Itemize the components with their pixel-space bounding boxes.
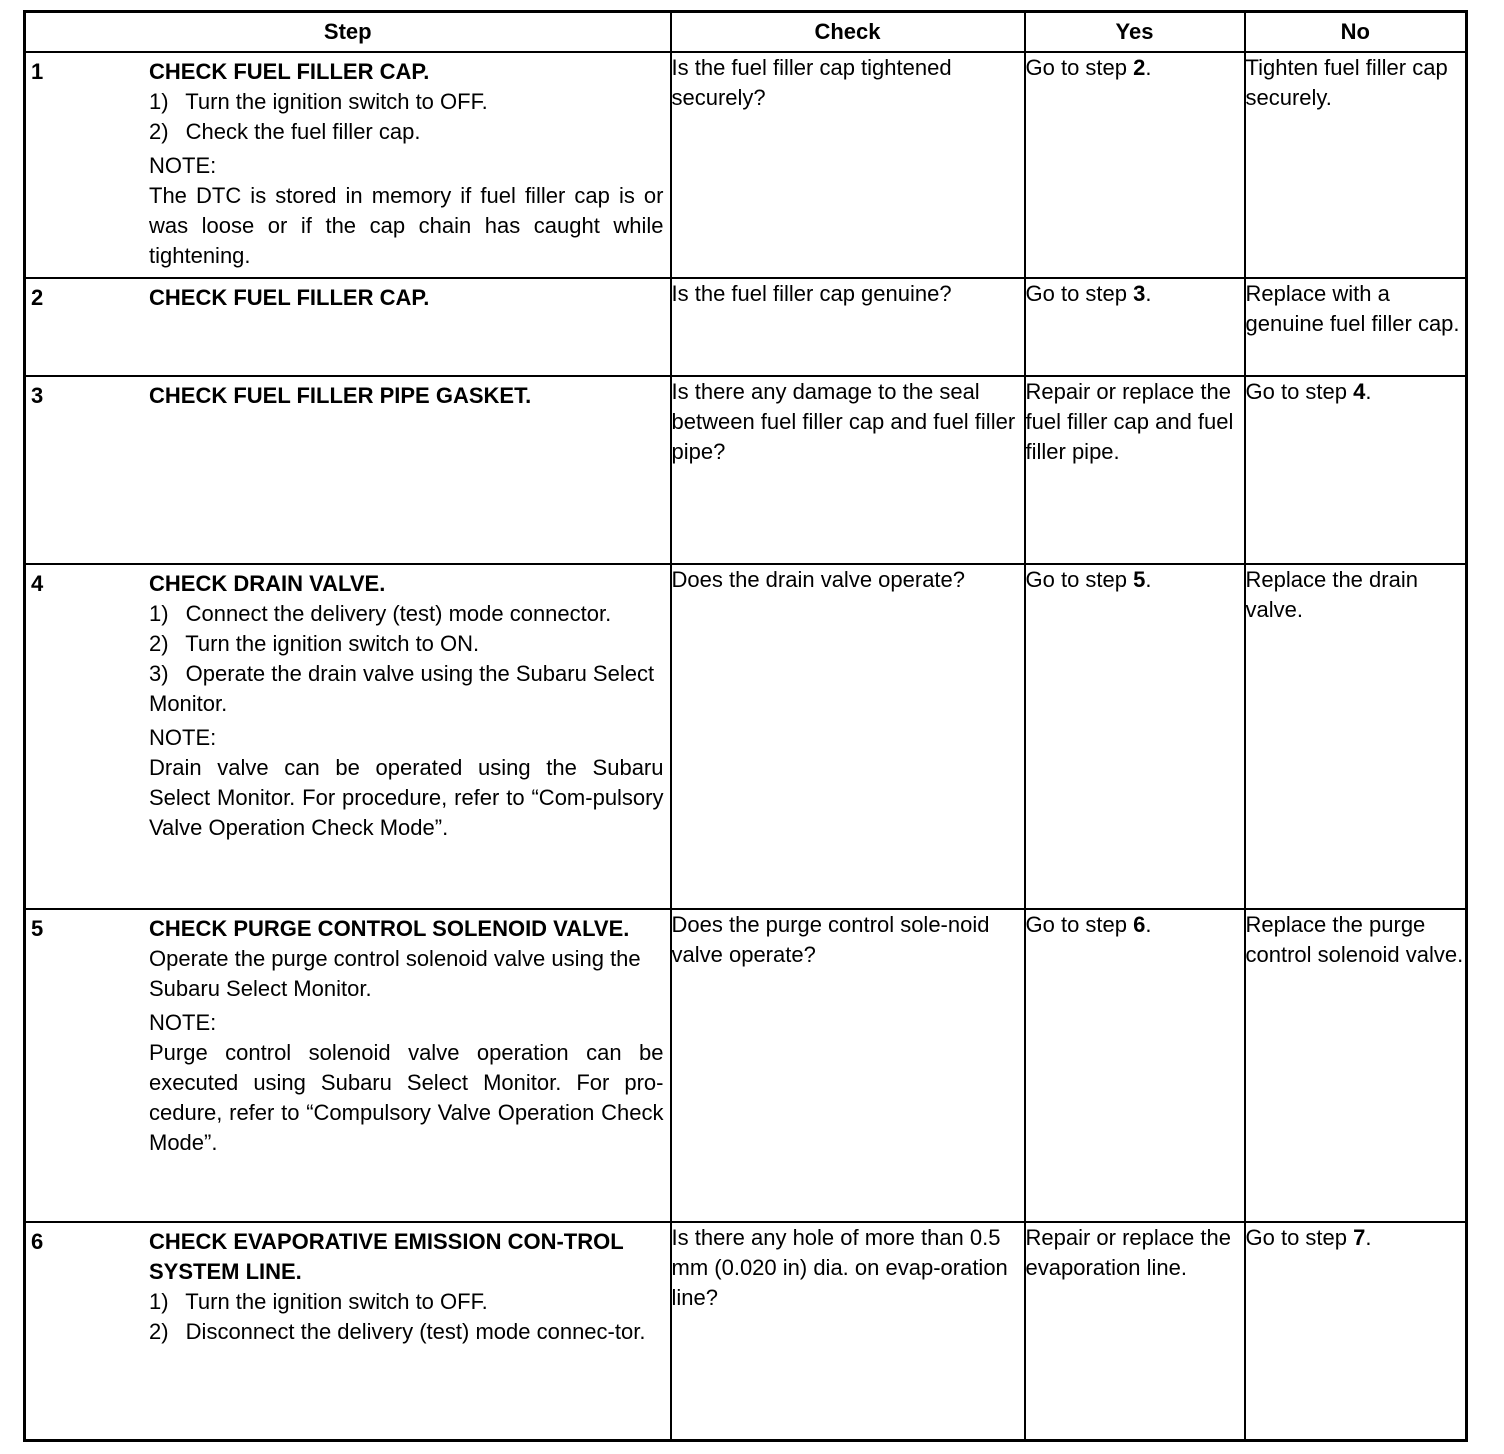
yes-cell: Repair or replace the evaporation line. — [1025, 1222, 1245, 1440]
step-number: 6 — [31, 1229, 44, 1254]
no-cell: Tighten fuel filler cap securely. — [1245, 52, 1467, 278]
table-row — [25, 376, 1467, 564]
yes-step-ref: 6 — [1133, 912, 1146, 937]
header-yes: Yes — [1025, 12, 1245, 53]
yes-end: . — [1145, 281, 1152, 306]
yes-cell — [1025, 909, 1245, 1222]
step-cell — [25, 376, 671, 564]
step-substep: 1) Turn the ignition switch to OFF. — [149, 1289, 488, 1314]
step-title: CHECK FUEL FILLER CAP. — [149, 285, 430, 310]
step-number: 1 — [31, 59, 44, 84]
table-row — [25, 909, 1467, 1222]
yes-cell: Repair or replace the fuel filler cap and fuel filler pipe. — [1025, 376, 1245, 564]
step-title: CHECK EVAPORATIVE EMISSION CON-TROL SYSTEM LINE. — [149, 1229, 624, 1284]
no-cell: Replace with a genuine fuel filler cap. — [1245, 278, 1467, 376]
note-label: NOTE: — [149, 725, 217, 750]
step-substep: 2) Check the fuel filler cap. — [149, 119, 421, 144]
step-cell — [25, 564, 671, 909]
yes-text: Go to step — [1025, 281, 1134, 306]
step-cell — [25, 1222, 671, 1440]
no-step-ref: 4 — [1353, 379, 1366, 404]
step-cell — [25, 278, 671, 376]
note-text: Drain valve can be operated using the Subaru Select Monitor. For procedure, refer to “Com-pulsory Valve Operation Check Mode”. — [149, 755, 664, 840]
header-no: No — [1245, 12, 1467, 53]
header-row — [25, 12, 1467, 53]
yes-step-ref: 2 — [1133, 55, 1146, 80]
no-cell — [1245, 376, 1467, 564]
step-cell — [25, 909, 671, 1222]
note-label: NOTE: — [149, 1010, 217, 1035]
header-check: Check — [671, 12, 1025, 53]
yes-cell — [1025, 564, 1245, 909]
step-substep: 2) Disconnect the delivery (test) mode connec-tor. — [149, 1319, 646, 1344]
no-cell — [1245, 1222, 1467, 1440]
diagnostic-table — [23, 10, 1468, 1442]
header-step: Step — [25, 12, 671, 53]
no-end: . — [1365, 1225, 1372, 1250]
step-title: CHECK DRAIN VALVE. — [149, 571, 386, 596]
no-cell: Replace the drain valve. — [1245, 564, 1467, 909]
step-number: 4 — [31, 571, 44, 596]
check-cell: Does the drain valve operate? — [671, 564, 1025, 909]
step-cell — [25, 52, 671, 278]
note-text: Purge control solenoid valve operation can be executed using Subaru Select Monitor. For pro-cedure, refer to “Compulsory Valve Operation Check Mode”. — [149, 1040, 664, 1155]
yes-cell — [1025, 278, 1245, 376]
step-number: 5 — [31, 916, 44, 941]
table-row — [25, 564, 1467, 909]
yes-step-ref: 5 — [1133, 567, 1146, 592]
step-substep: 1) Turn the ignition switch to OFF. — [149, 89, 488, 114]
no-step-ref: 7 — [1353, 1225, 1366, 1250]
check-cell: Is there any hole of more than 0.5 mm (0.020 in) dia. on evap-oration line? — [671, 1222, 1025, 1440]
yes-text: Go to step — [1025, 567, 1134, 592]
no-end: . — [1365, 379, 1372, 404]
check-cell: Is the fuel filler cap genuine? — [671, 278, 1025, 376]
yes-text: Go to step — [1025, 912, 1134, 937]
step-substep: 2) Turn the ignition switch to ON. — [149, 631, 480, 656]
yes-end: . — [1145, 912, 1152, 937]
yes-step-ref: 3 — [1133, 281, 1146, 306]
step-substep: 3) Operate the drain valve using the Subaru Select Monitor. — [149, 661, 655, 716]
no-text: Go to step — [1245, 1225, 1354, 1250]
step-number: 3 — [31, 383, 44, 408]
yes-end: . — [1145, 55, 1152, 80]
step-body: Operate the purge control solenoid valve using the Subaru Select Monitor. — [149, 946, 641, 1001]
step-substep: 1) Connect the delivery (test) mode connector. — [149, 601, 612, 626]
table-row — [25, 52, 1467, 278]
yes-cell — [1025, 52, 1245, 278]
no-cell: Replace the purge control solenoid valve. — [1245, 909, 1467, 1222]
yes-end: . — [1145, 567, 1152, 592]
check-cell: Is there any damage to the seal between fuel filler cap and fuel filler pipe? — [671, 376, 1025, 564]
note-text: The DTC is stored in memory if fuel filler cap is or was loose or if the cap chain has caught while tightening. — [149, 183, 664, 268]
step-title: CHECK FUEL FILLER CAP. — [149, 59, 430, 84]
check-cell: Is the fuel filler cap tightened securely? — [671, 52, 1025, 278]
step-title: CHECK PURGE CONTROL SOLENOID VALVE. — [149, 916, 630, 941]
table-row — [25, 278, 1467, 376]
step-title: CHECK FUEL FILLER PIPE GASKET. — [149, 383, 532, 408]
table-row — [25, 1222, 1467, 1440]
note-label: NOTE: — [149, 153, 217, 178]
no-text: Go to step — [1245, 379, 1354, 404]
yes-text: Go to step — [1025, 55, 1134, 80]
check-cell: Does the purge control sole-noid valve operate? — [671, 909, 1025, 1222]
step-number: 2 — [31, 285, 44, 310]
